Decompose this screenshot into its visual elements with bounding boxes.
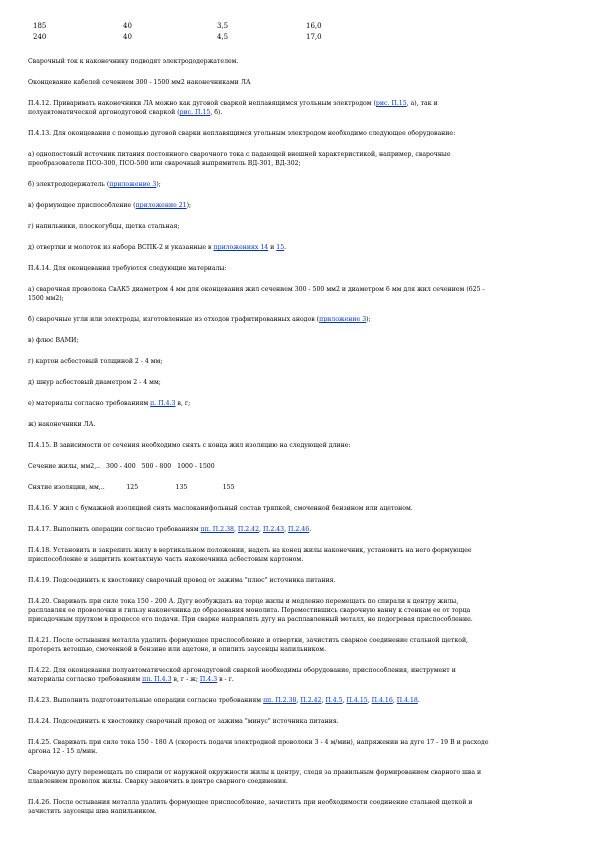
paragraph: ж) наконечники ЛА. — [28, 421, 96, 428]
paragraph: 1500 мм2); — [28, 295, 64, 302]
section-heading: Оконцевание кабелей сечением 300 - 1500 мм2 наконечниками ЛА — [28, 79, 251, 86]
section-link[interactable]: П.2.46 — [288, 526, 310, 533]
paragraph: П.4.13. Для оконцевания с помощью дуговой сварки неплавящимся угольным электродом необходимо следующее оборудование: — [28, 130, 456, 137]
paragraph: преобразователи ПСО-300, ПСО-500 или сварочный выпрямитель ВД-301, ВД-302; — [28, 160, 301, 167]
paragraph: е) материалы согласно требованиям п. П.4.3 в, г; — [28, 400, 191, 407]
section-link[interactable]: П.4.16 — [371, 697, 393, 704]
figure-link[interactable]: рис. П.15 — [179, 109, 211, 116]
table-cell: 17,0 — [306, 33, 322, 41]
paragraph: г) картон асбестовый толщиной 2 - 4 мм; — [28, 358, 163, 365]
appendix-link[interactable]: приложение 3 — [319, 316, 367, 323]
section-link[interactable]: П.2.43 — [262, 526, 285, 533]
section-link[interactable]: П.2.42 — [237, 526, 260, 533]
table-cell: 185 — [33, 22, 47, 30]
paragraph: П.4.12. Приваривать наконечники ЛА можно как дуговой сваркой неплавящимся угольным электродом (рис. П.15, а), так и — [28, 100, 438, 107]
paragraph: П.4.20. Сваривать при силе тока 150 - 200 А. Дугу возбуждать на торце жилы и медленно перемещать по спирали к центру жилы, — [28, 598, 459, 605]
paragraph: П.4.25. Сваривать при силе тока 150 - 180 А (скорость подачи электродной проволоки 3 - 4 м/мин), напряжении на дуге 17 - 19 В и расходе — [28, 739, 489, 746]
paragraph: П.4.24. Подсоединить к хвостовику сварочный провод от зажима "минус" источника питания. — [28, 718, 339, 725]
section-link[interactable]: пп. П.2.38 — [263, 697, 297, 704]
paragraph: протереть ветошью, смоченной в бензине или ацетоне, и опилить заусенцы напильником. — [28, 646, 327, 653]
paragraph: в) флюс ВАМИ; — [28, 337, 79, 344]
data-table — [28, 21, 567, 43]
appendix-link[interactable]: приложениях 14 — [213, 244, 269, 251]
paragraph: присадочным прутком в процессе его подачи. При сварке направлять дугу на расплавленный металл, не подогревая приспособление. — [28, 616, 473, 623]
insulation-table-row: Снятие изоляции, мм,.. 125 135 155 — [28, 484, 235, 491]
paragraph: д) отвертки и молоток из набора ВСПК-2 и указанные в приложениях 14 и 15. — [28, 244, 287, 251]
table-cell: 40 — [123, 22, 132, 30]
table-cell: 240 — [33, 33, 47, 41]
table-cell: 3,5 — [217, 22, 229, 30]
paragraph: П.4.21. После остывания металла удалить формующее приспособление и отвертки, зачистить сварное соединение стальной щеткой, — [28, 637, 469, 644]
section-link[interactable]: П.2.42 — [300, 697, 322, 704]
paragraph: а) однопостовый источник питания постоянного сварочного тока с падающей внешней характеристикой, например, сварочные — [28, 151, 451, 158]
paragraph: в) формующее приспособление (приложение 21); — [28, 202, 192, 209]
appendix-link[interactable]: приложение 3 — [109, 181, 157, 188]
section-link[interactable]: П.4.15 — [346, 697, 368, 704]
paragraph: б) электрододержатель (приложение 3); — [28, 181, 161, 188]
table-cell: 4,5 — [217, 33, 229, 41]
appendix-link[interactable]: приложение 21 — [135, 202, 187, 209]
section-link[interactable]: пп. П.4.3 — [142, 676, 172, 683]
section-link[interactable]: п. П.4.3 — [150, 400, 176, 407]
paragraph: зачистить заусенцы шва напильником. — [28, 808, 157, 815]
insulation-table-row: Сечение жилы, мм2,.. 300 - 400 500 - 800 1000 - 1500 — [28, 463, 215, 470]
paragraph: П.4.15. В зависимости от сечения необходимо снять с конца жил изоляцию на следующей длине: — [28, 442, 351, 449]
paragraph: П.4.19. Подсоединить к хвостовику сварочный провод от зажима "плюс" источника питания. — [28, 577, 336, 584]
paragraph: д) шнур асбестовый диаметром 2 - 4 мм; — [28, 379, 161, 386]
paragraph: П.4.14. Для оконцевания требуются следующие материалы: — [28, 265, 227, 272]
paragraph: расплавляя ее проволочки и гильзу наконечника до образования монолита. Переместившись сварочную ванну к стенкам ее от торца — [28, 607, 471, 614]
paragraph: П.4.18. Установить и закрепить жилу в вертикальном положении, надеть на конец жилы наконечник, установить на него формующее — [28, 547, 472, 554]
table-row — [28, 32, 567, 43]
table-cell: 40 — [123, 33, 132, 41]
paragraph: П.4.22. Для оконцевания полуавтоматической аргонодуговой сваркой необходимы оборудование, приспособления, инструмент и — [28, 667, 456, 674]
table-row — [28, 21, 567, 32]
section-link[interactable]: П.4.3 — [199, 676, 218, 683]
paragraph: материалы согласно требованиям пп. П.4.3 в, г - ж; П.4.3 в - г. — [28, 676, 234, 683]
paragraph: приспособление и защитить контактную часть наконечника асбестовым картоном. — [28, 556, 304, 563]
paragraph: П.4.16. У жил с бумажной изоляцией снять маслоканифольный состав тряпкой, смоченной бензином или ацетоном. — [28, 505, 413, 512]
paragraph: а) сварочная проволока СвАК5 диаметром 4 мм для оконцевания жил сечением 300 - 500 мм2 и диаметром 6 мм для жил сечением (625 - — [28, 286, 485, 293]
appendix-link[interactable]: 15 — [276, 244, 285, 251]
section-link[interactable]: П.4.18 — [396, 697, 418, 704]
section-link[interactable]: пп. П.2.38 — [200, 526, 234, 533]
paragraph: П.4.17. Выполнить операции согласно требованиям пп. П.2.38, П.2.42, П.2.43, П.2.46. — [28, 526, 312, 533]
figure-link[interactable]: рис. П.15 — [375, 100, 407, 107]
paragraph: Сварочный ток к наконечнику подводят электрододержателем. — [28, 58, 239, 65]
paragraph: полуавтоматической аргонодуговой сваркой (рис. П.15, б). — [28, 109, 223, 116]
paragraph: б) сварочные угли или электроды, изготовленные из отходов графитированных анодов (приложение 3); — [28, 316, 371, 323]
table-cell: 16,0 — [306, 22, 322, 30]
paragraph: П.4.23. Выполнить подготовительные операции согласно требованиям пп. П.2.38, П.2.42, П.4.5, П.4.15, П.4.16, П.4.18. — [28, 697, 420, 704]
paragraph: П.4.26. После остывания металла удалить формующее приспособление, зачистить при необходимости соединение стальной щеткой и — [28, 799, 473, 806]
paragraph: плавлением проволок жилы. Сварку закончить в центре сварного соединения. — [28, 778, 289, 785]
paragraph: аргона 12 - 15 л/мин. — [28, 748, 98, 755]
paragraph: г) напильники, плоскогубцы, щетка стальная; — [28, 223, 180, 230]
section-link[interactable]: П.4.5 — [325, 697, 343, 704]
paragraph: Сварочную дугу перемещать по спирали от наружной окружности жилы к центру, следя за правильным формированием сварного шва и — [28, 769, 482, 776]
